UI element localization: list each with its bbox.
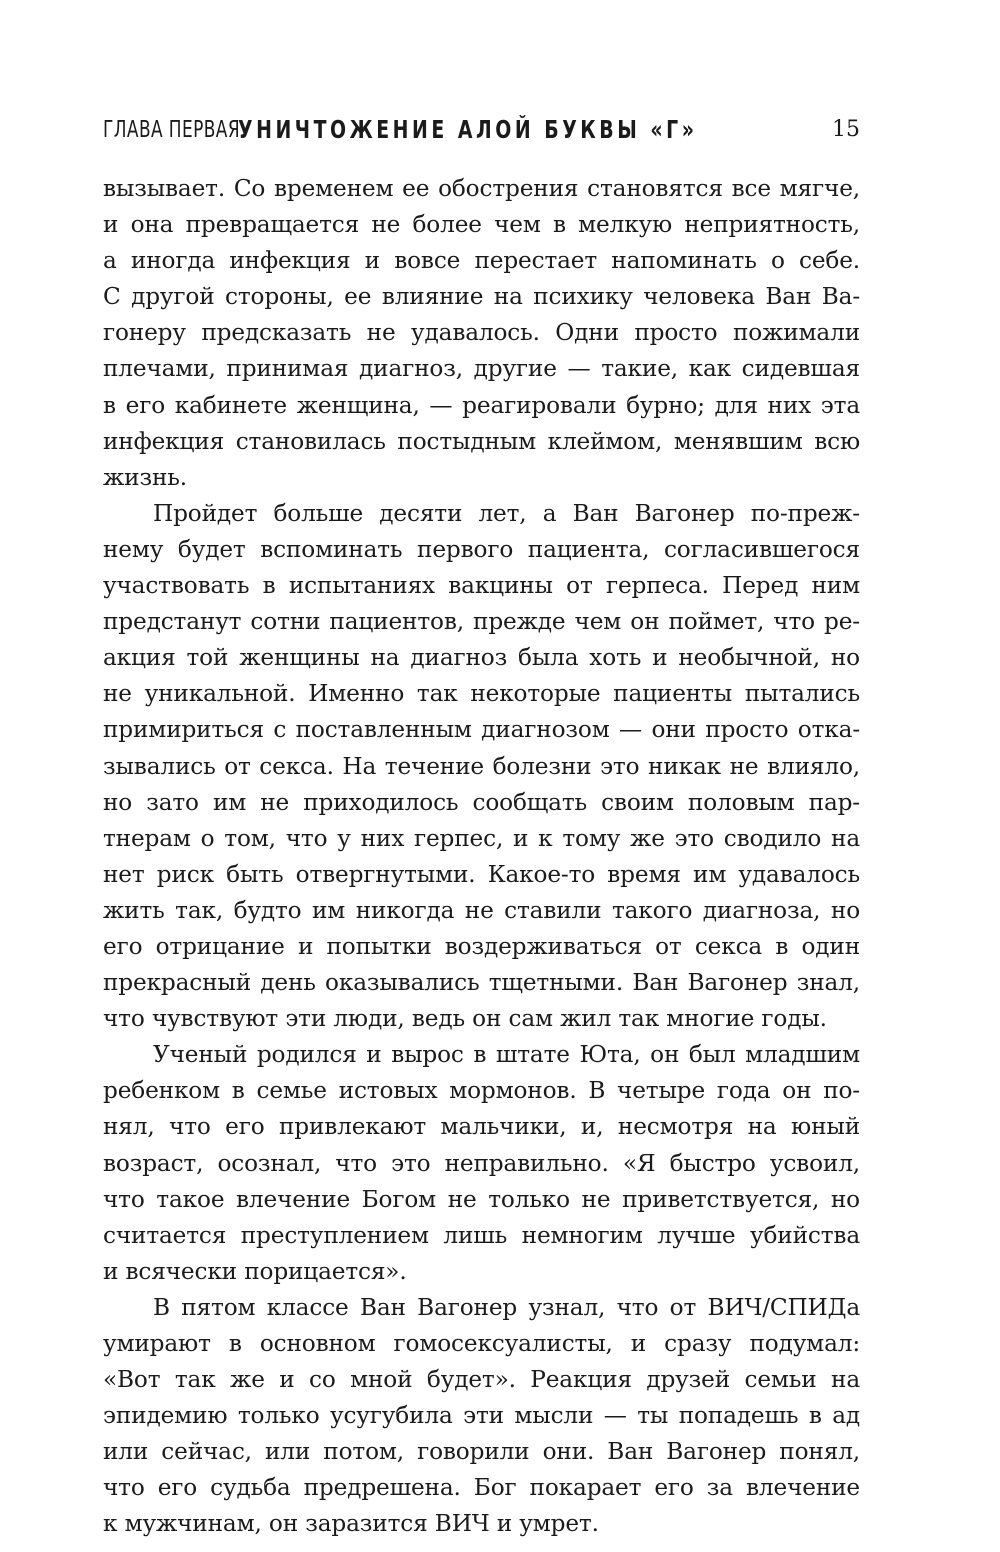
text-line: ребенком в семье истовых мормонов. В четыре года он по- [103, 1077, 860, 1105]
text-line: примириться с поставленным диагнозом — они просто отка- [103, 716, 860, 744]
text-line: вызывает. Со временем ее обострения становятся все мягче, [103, 175, 860, 202]
chapter-label: ГЛАВА ПЕРВАЯ [103, 117, 241, 143]
body-text [103, 171, 860, 1543]
text-line: что такое влечение Богом не только не приветствуется, но [103, 1185, 860, 1213]
text-line: Пройдет больше десяти лет, а Ван Вагонер по-преж- [153, 499, 860, 527]
text-line: не уникальной. Именно так некоторые пациенты пытались [103, 680, 860, 708]
text-line: В пятом классе Ван Вагонер узнал, что от ВИЧ/СПИДа [153, 1293, 860, 1321]
text-line: и она превращается не более чем в мелкую неприятность, [103, 211, 860, 239]
text-line: предстанут сотни пациентов, прежде чем он поймет, что ре- [103, 608, 860, 636]
paragraph [103, 1290, 860, 1543]
text-line: в его кабинете женщина, — реагировали бурно; для них эта [103, 391, 860, 419]
text-line: и всячески порицается». [103, 1257, 407, 1285]
text-line: инфекция становилась постыдным клеймом, менявшим всю [103, 427, 860, 455]
paragraph [103, 1037, 860, 1290]
text-line: умирают в основном гомосексуалисты, и сразу подумал: [103, 1330, 860, 1357]
paragraph [103, 496, 860, 1037]
text-line: С другой стороны, ее влияние на психику человека Ван Ва- [103, 283, 860, 311]
text-line: возраст, осознал, что это неправильно. «Я быстро усвоил, [103, 1149, 860, 1177]
text-line: тнерам о том, что у них герпес, и к тому же это сводило на [103, 824, 860, 852]
text-line: плечами, принимая диагноз, другие — такие, как сидевшая [103, 355, 860, 383]
text-line: что его судьба предрешена. Бог покарает его за влечение [103, 1474, 860, 1502]
text-line: его отрицание и попытки воздерживаться от секса в один [103, 932, 860, 960]
running-header [103, 112, 860, 152]
text-line: гонеру предсказать не удавалось. Одни просто пожимали [103, 319, 860, 347]
text-line: Ученый родился и вырос в штате Юта, он был младшим [153, 1041, 860, 1069]
text-line: прекрасный день оказывались тщетными. Ван Вагонер знал, [103, 969, 860, 997]
text-line: эпидемию только усугубила эти мысли — ты попадешь в ад [103, 1402, 860, 1430]
text-line: но зато им не приходилось сообщать своим половым пар- [103, 788, 860, 816]
chapter-title: УНИЧТОЖЕНИЕ АЛОЙ БУКВЫ «Г» [238, 115, 698, 144]
text-line: участвовать в испытаниях вакцины от герпеса. Перед ним [103, 572, 860, 600]
text-line: нему будет вспоминать первого пациента, согласившегося [103, 535, 860, 563]
text-line: нял, что его привлекают мальчики, и, несмотря на юный [103, 1113, 860, 1141]
text-line: зывались от секса. На течение болезни это никак не влияло, [103, 752, 860, 780]
text-line: нет риск быть отвергнутыми. Какое-то время им удавалось [103, 860, 860, 888]
text-line: акция той женщины на диагноз была хоть и необычной, но [103, 644, 860, 672]
page-number: 15 [832, 117, 860, 142]
paragraph [103, 171, 860, 496]
text-line: жить так, будто им никогда не ставили такого диагноза, но [103, 896, 860, 924]
text-line: считается преступлением лишь немногим лучше убийства [103, 1221, 860, 1249]
text-line: к мужчинам, он заразится ВИЧ и умрет. [103, 1510, 599, 1538]
text-line: жизнь. [103, 463, 187, 491]
text-line: что чувствуют эти люди, ведь он сам жил так многие годы. [103, 1005, 827, 1033]
text-line: а иногда инфекция и вовсе перестает напоминать о себе. [103, 247, 860, 275]
text-line: или сейчас, или потом, говорили они. Ван Вагонер понял, [103, 1438, 860, 1466]
text-line: «Вот так же и со мной будет». Реакция друзей семьи на [103, 1366, 860, 1394]
